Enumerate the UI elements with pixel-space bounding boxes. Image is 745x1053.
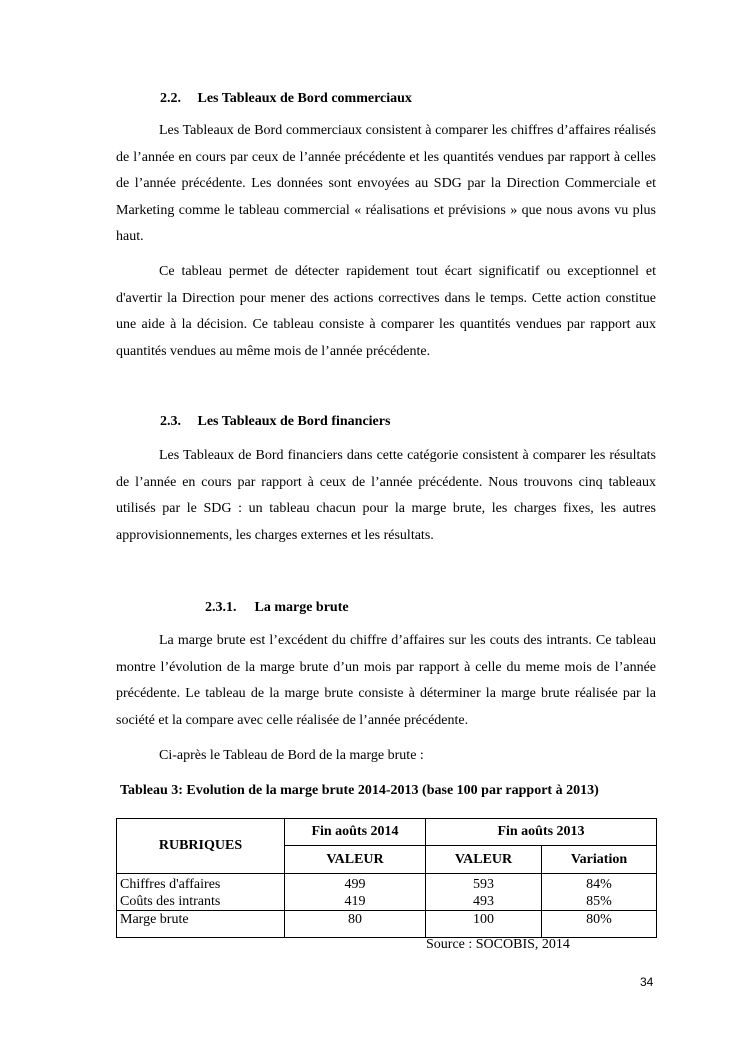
header-2014: Fin aoûts 2014 (285, 819, 426, 846)
paragraph: Les Tableaux de Bord financiers dans cette catégorie consistent à comparer les résultats de l’année en cours par rapport à ceux de l’année précédente. Nous trouvons cinq tableaux utilisés par le SDG : un tableau chacun pour la marge brute, les charges fixes, les autres approvisionnements, les charges externes et les résultats. (116, 448, 656, 543)
cell-variation: 84% (586, 877, 612, 892)
cell-variation: 85% (586, 894, 612, 909)
cell-value-2013: 593 (473, 877, 494, 892)
row-label: Chiffres d'affaires (120, 877, 221, 892)
row-label: Coûts des intrants (120, 894, 221, 909)
section-title: Les Tableaux de Bord financiers (197, 414, 391, 429)
table-caption: Tableau 3: Evolution de la marge brute 2014-2013 (base 100 par rapport à 2013) (120, 783, 599, 798)
cell-value-2014: 419 (344, 894, 366, 909)
table-row (117, 911, 657, 938)
paragraph: Les Tableaux de Bord commerciaux consistent à comparer les chiffres d’affaires réalisés de l’année en cours par ceux de l’année précédente et les quantités vendues par rapport à celles de l’année précédente. Les données sont envoyées au SDG par la Direction Commerciale et Marketing comme le tableau commercial « réalisations et prévisions » que nous avons vu plus haut. (116, 123, 656, 244)
paragraph: La marge brute est l’excédent du chiffre d’affaires sur les couts des intrants. Ce tableau montre l’évolution de la marge brute d’un mois par rapport à celle du meme mois de l’année précédente. Le tableau de la marge brute consiste à déterminer la marge brute réalisée par la société et la compare avec celle réalisée de l’année précédente. (116, 633, 656, 728)
section-number: 2.3. (160, 414, 181, 429)
margin-table (116, 818, 657, 938)
row-label: Marge brute (117, 911, 285, 938)
paragraph: Ce tableau permet de détecter rapidement tout écart significatif ou exceptionnel et d'avertir la Direction pour mener des actions correctives dans le temps. Cette action constitue une aide à la décision. Ce tableau consiste à comparer les quantités vendues par rapport aux quantités vendues au même mois de l’année précédente. (116, 264, 656, 359)
cell-value-2013: 493 (473, 894, 494, 909)
section-number: 2.3.1. (205, 600, 237, 615)
cell-value-2013: 100 (426, 911, 542, 938)
section-heading-2-3-1 (205, 599, 349, 617)
subheader-variation: Variation (542, 846, 657, 874)
cell-value-2014: 499 (344, 877, 366, 892)
paragraph: Ci-après le Tableau de Bord de la marge brute : (159, 748, 424, 763)
page-number: 34 (640, 975, 654, 989)
section-title: Les Tableaux de Bord commerciaux (197, 91, 412, 106)
subheader-valeur-2013: VALEUR (426, 846, 542, 874)
section-heading-2-2 (160, 90, 412, 108)
subheader-valeur-2014: VALEUR (285, 846, 426, 874)
cell-value-2014: 80 (285, 911, 426, 938)
table-source: Source : SOCOBIS, 2014 (426, 937, 570, 952)
cell-variation: 80% (542, 911, 657, 938)
section-title: La marge brute (254, 600, 349, 615)
section-heading-2-3 (160, 413, 390, 431)
table-row (117, 874, 657, 911)
header-rubriques: RUBRIQUES (117, 819, 285, 874)
section-number: 2.2. (160, 91, 181, 106)
header-2013: Fin aoûts 2013 (426, 819, 657, 846)
